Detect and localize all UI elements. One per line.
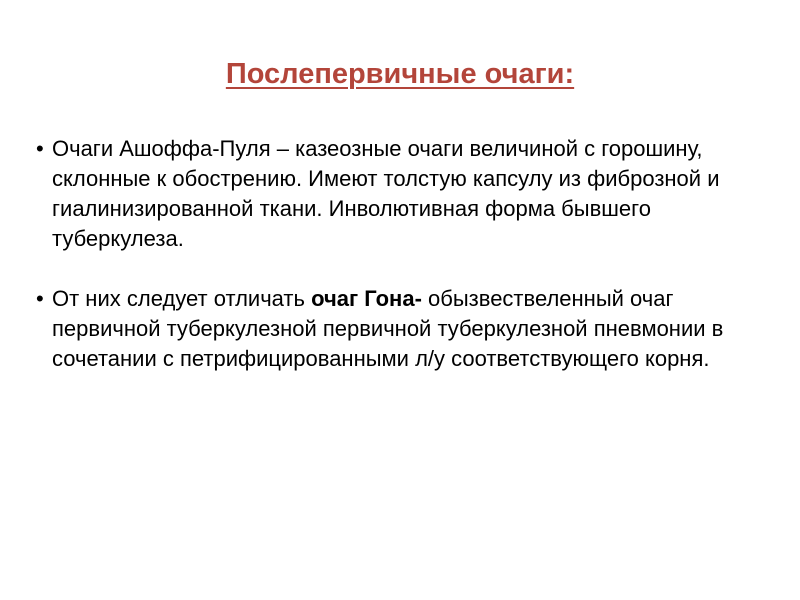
bullet-dot-icon: • [36, 136, 44, 161]
bullet-dot-icon: • [36, 286, 44, 311]
bullet-item-ashoff-pul [30, 134, 770, 254]
bullet-bold-term: очаг Гона- [311, 286, 422, 311]
bullet-text-after: обызвествеленный очаг первичной туберкулезной первичной туберкулезной пневмонии в сочетании с петрифицированными л/у соответствующего корня. [52, 286, 724, 371]
bullet-text: Очаги Ашоффа-Пуля – казеозные очаги величиной с горошину, склонные к обострению. Имеют толстую капсулу из фиброзной и гиалинизированной ткани. Инволютивная форма бывшего туберкулеза. [52, 136, 720, 251]
bullet-list [30, 134, 770, 374]
slide-title: Послепервичные очаги: [225, 58, 575, 90]
bullet-text-before: От них следует отличать [52, 286, 312, 311]
bullet-item-gon-focus [30, 284, 770, 374]
